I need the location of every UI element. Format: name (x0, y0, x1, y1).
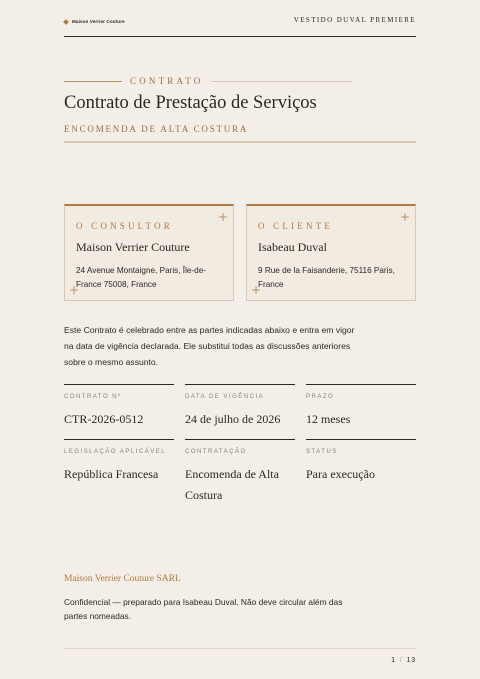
party-name: Isabeau Duval (258, 240, 327, 254)
section-eyebrow (64, 76, 416, 86)
plus-icon: + (251, 283, 262, 297)
meta-value: República Francesa (64, 467, 159, 481)
eyebrow-label: CONTRATO (130, 76, 204, 86)
meta-label: PRAZO (306, 394, 335, 400)
meta-contract-number (64, 384, 174, 430)
contract-meta-row (64, 384, 416, 430)
brand-logo (64, 19, 125, 24)
meta-label: DATA DE VIGÊNCIA (185, 394, 265, 400)
meta-effective-date (185, 384, 295, 430)
meta-governing-law (64, 439, 174, 506)
meta-value: CTR-2026-0512 (64, 412, 144, 426)
page-subtitle: ENCOMENDA DE ALTA COSTURA (64, 124, 249, 134)
eyebrow-rule-right (211, 81, 352, 82)
eyebrow-rule-left (64, 81, 122, 82)
page-total: 13 (406, 657, 416, 664)
meta-label: LEGISLAÇÃO APLICÁVEL (64, 449, 167, 455)
footer-divider (64, 648, 416, 649)
meta-status (306, 439, 416, 506)
confidential-notice: Confidencial — preparado para Isabeau Duval. Não deve circular além das partes nomeadas. (64, 597, 343, 621)
page-separator: / (399, 657, 403, 664)
party-address: 24 Avenue Montaigne, Paris, Île-de-France 75008, France (76, 266, 207, 289)
top-bar (64, 14, 416, 37)
meta-label: CONTRATAÇÃO (185, 449, 247, 455)
party-card-consultant (64, 204, 234, 301)
meta-value: Para execução (306, 467, 375, 481)
party-role: O CONSULTOR (76, 221, 173, 231)
intro-paragraph: Este Contrato é celebrado entre as partes indicadas abaixo e entra em vigor na data de vigência declarada. Ele substitui todas as discussões anteriores sobre o mesmo assunto. (64, 325, 355, 367)
meta-value: 24 de julho de 2026 (185, 412, 281, 426)
party-card-client (246, 204, 416, 301)
diamond-icon (63, 19, 69, 25)
page-number (391, 657, 416, 664)
meta-term (306, 384, 416, 430)
page-title: Contrato de Prestação de Serviços (64, 93, 317, 113)
meta-label: STATUS (306, 449, 338, 455)
page-current: 1 (391, 657, 396, 664)
party-address: 9 Rue de la Faisanderie, 75116 Paris, France (258, 266, 395, 289)
plus-icon: + (399, 210, 410, 224)
meta-value: Encomenda de Alta Costura (185, 467, 279, 502)
document-name: VESTIDO DUVAL PREMIERE (293, 16, 416, 24)
party-name: Maison Verrier Couture (76, 240, 190, 254)
meta-label: CONTRATO Nº (64, 394, 122, 400)
company-name: Maison Verrier Couture SARL (64, 574, 181, 584)
meta-value: 12 meses (306, 412, 351, 426)
plus-icon: + (217, 210, 228, 224)
brand-name: Maison Verrier Couture (72, 19, 125, 24)
title-divider (64, 141, 416, 143)
plus-icon: + (69, 283, 80, 297)
party-role: O CLIENTE (258, 221, 334, 231)
contract-meta-row (64, 439, 416, 506)
meta-engagement (185, 439, 295, 506)
